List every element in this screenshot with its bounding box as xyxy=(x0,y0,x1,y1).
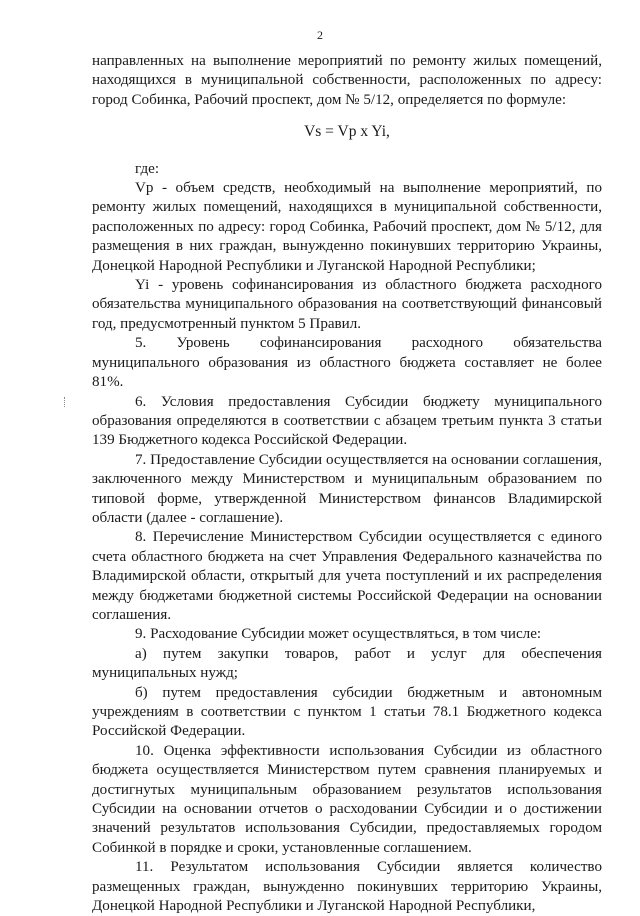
paragraph-6: 6. Условия предоставления Субсидии бюджету муниципального образования определяются в соответствии с абзацем третьим пункта 3 статьи 139 Бюджетного кодекса Российской Федерации. xyxy=(92,393,602,449)
paragraph-5: 5. Уровень софинансирования расходного обязательства муниципального образования из областного бюджета составляет не более 81%. xyxy=(92,335,602,391)
paragraph-7: 7. Предоставление Субсидии осуществляется на основании соглашения, заключенного между Министерством и муниципальным образованием по типовой форме, утвержденной Министерством финансов Владимирской области (далее - соглашение). xyxy=(92,451,602,526)
margin-mark xyxy=(64,397,69,407)
document-body xyxy=(92,52,602,916)
paragraph-8: 8. Перечисление Министерством Субсидии осуществляется с единого счета областного бюджета на счет Управления Федерального казначейства по Владимирской области, открытый для учета поступлений и их распределения между бюджетами бюджетной системы Российской Федерации на основании соглашения. xyxy=(92,529,602,623)
paragraph-9: 9. Расходование Субсидии может осуществляться, в том числе: xyxy=(135,626,542,643)
paragraph-where: где: xyxy=(135,160,160,177)
paragraph-intro: направленных на выполнение мероприятий по ремонту жилых помещений, находящихся в муниципальной собственности, расположенных по адресу: город Собинка, Рабочий проспект, дом № 5/12, определяется по формуле: xyxy=(92,53,602,108)
paragraph-11: 11. Результатом использования Субсидии является количество размещенных граждан, вынужденно покинувших территорию Украины, Донецкой Народной Республики и Луганской Народной Республики, xyxy=(92,859,602,915)
paragraph-10: 10. Оценка эффективности использования Субсидии из областного бюджета осуществляется Министерством путем сравнения планируемых и достигнутых муниципальным образованием результатов использования Субсидии на основании отчетов о расходовании Субсидии и о достижении значений результатов использования Субсидии, предоставляемых городом Собинкой в порядке и сроки, установленные соглашением. xyxy=(92,742,602,856)
page-number: 2 xyxy=(317,28,323,42)
formula: Vs = Vp x Yi, xyxy=(304,123,390,141)
paragraph-vp-definition: Vp - объем средств, необходимый на выполнение мероприятий, по ремонту жилых помещений, находящихся в муниципальной собственности, расположенных по адресу: город Собинка, Рабочий проспект, дом № 5/12, для размещения в них граждан, вынужденно покинувших территорию Украины, Донецкой Народной Республики и Луганской Народной Республики; xyxy=(92,180,602,274)
paragraph-yi-definition: Yi - уровень софинансирования из областного бюджета расходного обязательства муниципального образования на соответствующий финансовый год, предусмотренный пунктом 5 Правил. xyxy=(92,277,602,332)
paragraph-9b: б) путем предоставления субсидии бюджетным и автономным учреждениям в соответствии с пунктом 1 статьи 78.1 Бюджетного кодекса Российской Федерации. xyxy=(92,684,602,740)
paragraph-9a: а) путем закупки товаров, работ и услуг для обеспечения муниципальных нужд; xyxy=(92,645,602,682)
